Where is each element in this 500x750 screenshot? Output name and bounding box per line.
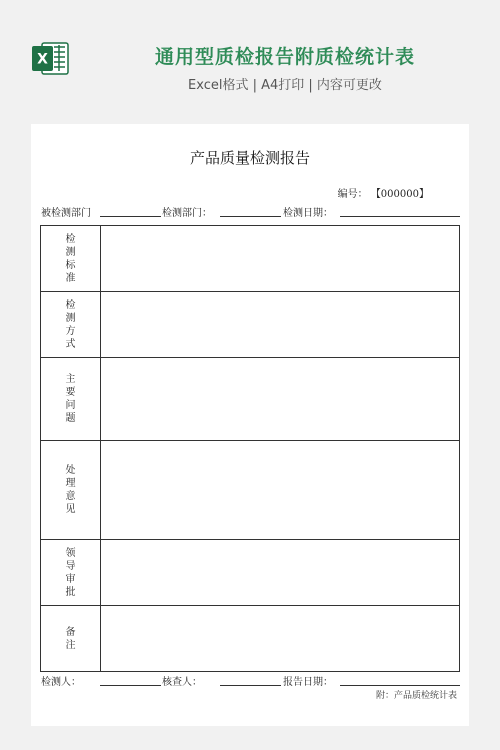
field-inspecting-dept-label: 检测部门： (162, 208, 212, 219)
table-row (41, 358, 460, 441)
footnote: 附：产品质检统计表 (375, 691, 457, 701)
field-report-date-label: 报告日期： (283, 677, 333, 688)
field-reviewer-label: 核查人： (162, 677, 202, 688)
row-label: 检测方式 (41, 292, 101, 358)
excel-icon (32, 41, 70, 76)
top-fields-row (41, 204, 459, 218)
row-content-cell[interactable] (101, 226, 460, 292)
field-inspection-date-label: 检测日期： (283, 208, 333, 219)
field-inspection-date-input[interactable] (340, 216, 460, 217)
field-report-date-input[interactable] (340, 685, 460, 686)
excel-icon-letter: X (37, 51, 48, 68)
field-inspected-dept-label: 被检测部门 (41, 208, 91, 219)
report-table (40, 225, 460, 672)
row-content-cell[interactable] (101, 441, 460, 540)
table-row (41, 226, 460, 292)
field-inspecting-dept-input[interactable] (220, 216, 281, 217)
row-content-cell[interactable] (101, 358, 460, 441)
report-title: 产品质量检测报告 (189, 149, 310, 167)
field-inspected-dept-input[interactable] (100, 216, 161, 217)
row-label: 检测标准 (41, 226, 101, 292)
row-label: 备注 (41, 606, 101, 672)
row-label: 主要问题 (41, 358, 101, 441)
row-content-cell[interactable] (101, 540, 460, 606)
field-inspector-label: 检测人： (41, 677, 81, 688)
page-title: 通用型质检报告附质检统计表 (154, 46, 415, 68)
table-row (41, 606, 460, 672)
bottom-fields-row (41, 673, 459, 687)
table-row (41, 540, 460, 606)
report-sheet (31, 124, 469, 726)
table-row (41, 441, 460, 540)
serial-number (338, 185, 429, 200)
header (0, 0, 500, 110)
serial-value: 【000000】 (370, 189, 429, 200)
row-label: 领导审批 (41, 540, 101, 606)
field-inspector-input[interactable] (100, 685, 161, 686)
table-row (41, 292, 460, 358)
page-subtitle: Excel格式 | A4打印 | 内容可更改 (188, 78, 382, 93)
serial-label: 编号： (337, 189, 368, 200)
row-content-cell[interactable] (101, 292, 460, 358)
row-label: 处理意见 (41, 441, 101, 540)
field-reviewer-input[interactable] (220, 685, 281, 686)
row-content-cell[interactable] (101, 606, 460, 672)
